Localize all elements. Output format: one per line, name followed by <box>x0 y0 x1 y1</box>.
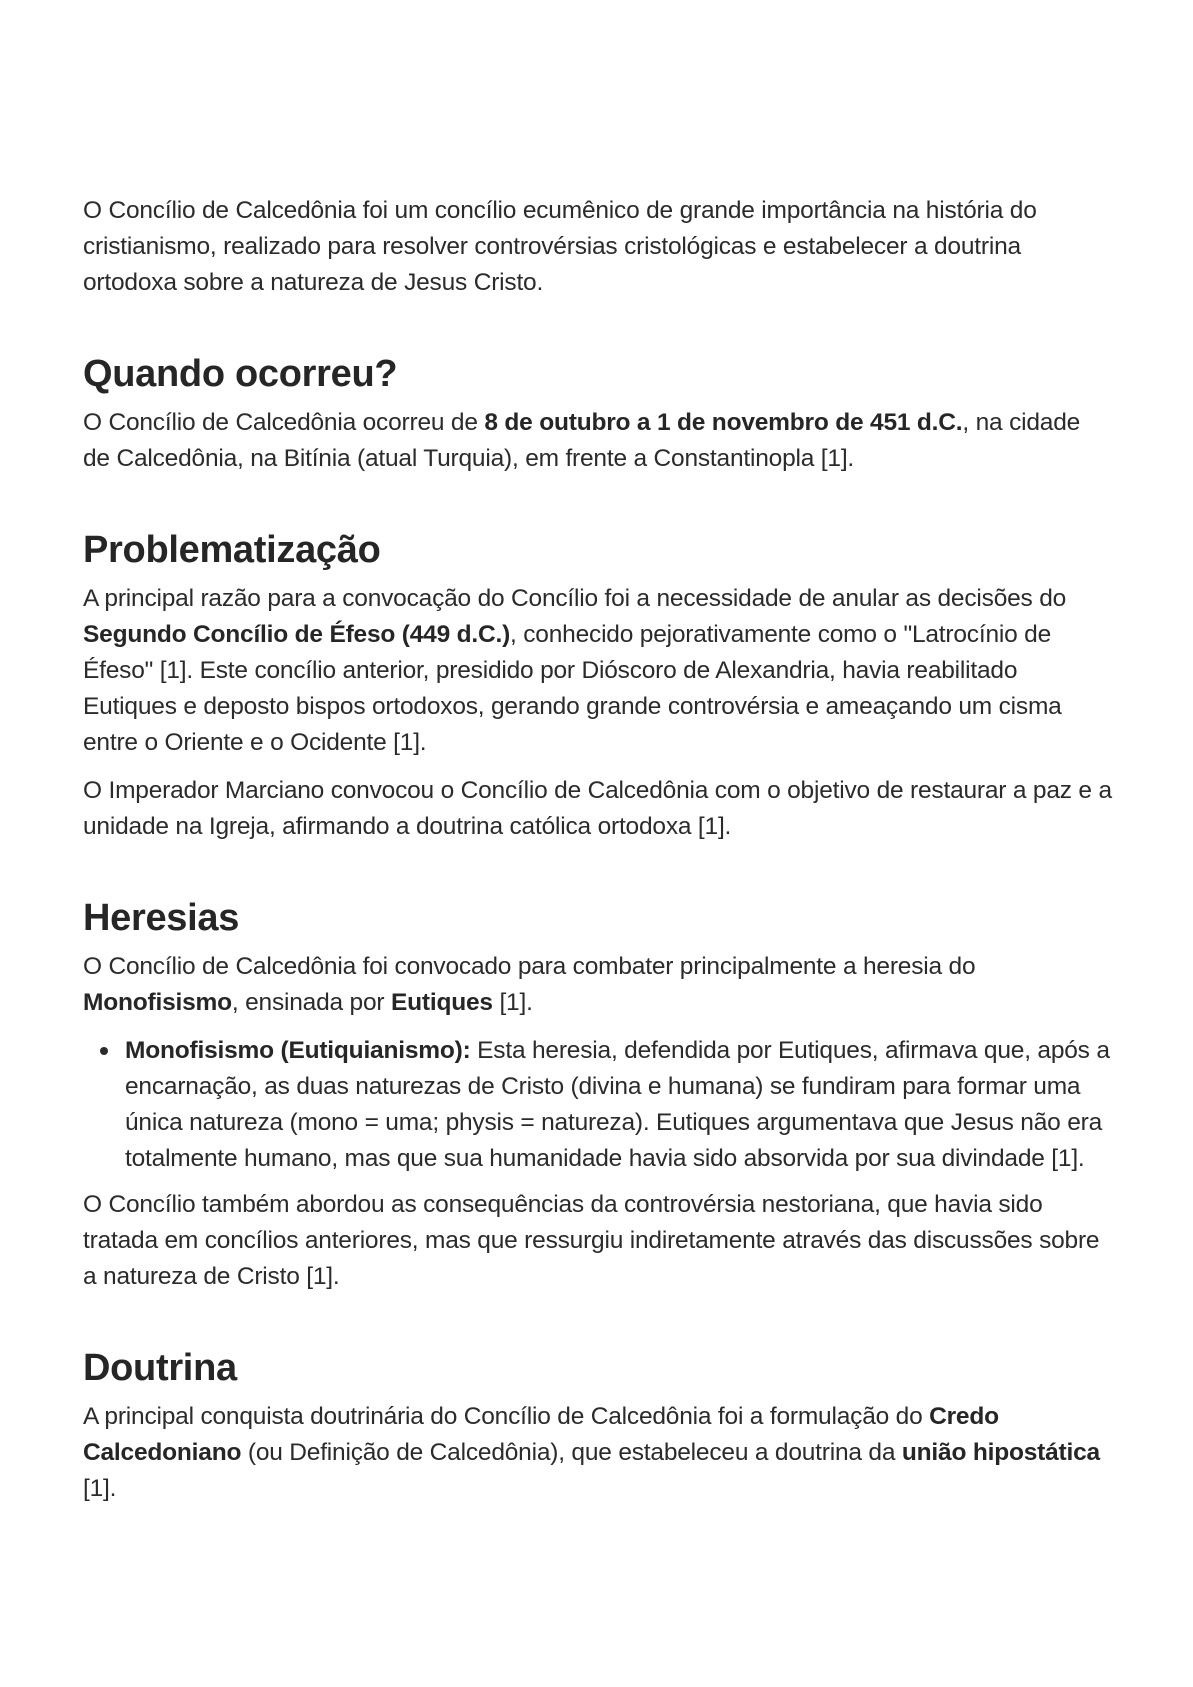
eutiques-emphasis: Eutiques <box>390 989 493 1016</box>
problem-paragraph-2: O Imperador Marciano convocou o Concílio de Calcedônia com o objetivo de restaurar a paz e a unidade na Igreja, afirmando a doutrina católica ortodoxa [1]. <box>83 777 1112 840</box>
efeso-emphasis: Segundo Concílio de Éfeso (449 d.C.) <box>83 621 511 648</box>
intro-paragraph: O Concílio de Calcedônia foi um concílio ecumênico de grande importância na história do cristianismo, realizado para resolver controvérsias cristológicas e estabelecer a doutrina ortodoxa sobre a natureza de Jesus Cristo. <box>83 197 1037 296</box>
when-paragraph: O Concílio de Calcedônia ocorreu de 8 de outubro a 1 de novembro de 451 d.C., na cidade de Calcedônia, na Bitínia (atual Turquia), em frente a Constantinopla [1]. <box>83 409 1081 472</box>
heresies-paragraph-1: O Concílio de Calcedônia foi convocado para combater principalmente a heresia do Monofisismo, ensinada por Eutiques [1]. <box>83 953 976 1016</box>
problem-paragraph-1: A principal razão para a convocação do Concílio foi a necessidade de anular as decisões do Segundo Concílio de Éfeso (449 d.C.), conhecido pejorativamente como o "Latrocínio de Éfeso" [1]. Este concílio anterior, presidido por Dióscoro de Alexandria, havia reabilitado Eutiques e deposto bispos ortodoxos, gerando grande controvérsia e ameaçando um cisma entre o Oriente e o Ocidente [1]. <box>83 585 1067 756</box>
heading-heresias: Heresias <box>83 897 240 939</box>
bullet-term: Monofisismo (Eutiquianismo): <box>125 1037 471 1064</box>
heresies-paragraph-2: O Concílio também abordou as consequências da controvérsia nestoriana, que havia sido tratada em concílios anteriores, mas que ressurgiu indiretamente através das discussões sobre a natureza de Cristo [1]. <box>83 1191 1100 1290</box>
credo-emphasis: Credo Calcedoniano <box>83 1403 999 1466</box>
heading-doutrina: Doutrina <box>83 1347 237 1389</box>
document-body <box>83 193 1113 1519</box>
heading-problematizacao: Problematização <box>83 529 381 571</box>
list-item: Monofisismo (Eutiquianismo): Esta heresia, defendida por Eutiques, afirmava que, após a encarnação, as duas naturezas de Cristo (divina e humana) se fundiram para formar uma única natureza (mono = uma; physis = natureza). Eutiques argumentava que Jesus não era totalmente humano, mas que sua humanidade havia sido absorvida por sua divindade [1]. <box>125 1033 1113 1177</box>
doctrine-paragraph: A principal conquista doutrinária do Concílio de Calcedônia foi a formulação do Credo Calcedoniano (ou Definição de Calcedônia), que estabeleceu a doutrina da união hipostática [1]. <box>83 1403 1100 1502</box>
heresies-list <box>83 1033 1113 1177</box>
uniao-emphasis: união hipostática <box>901 1439 1100 1466</box>
monofisismo-emphasis: Monofisismo <box>83 989 232 1016</box>
heading-quando-ocorreu: Quando ocorreu? <box>83 353 398 395</box>
date-emphasis: 8 de outubro a 1 de novembro de 451 d.C. <box>484 409 963 436</box>
